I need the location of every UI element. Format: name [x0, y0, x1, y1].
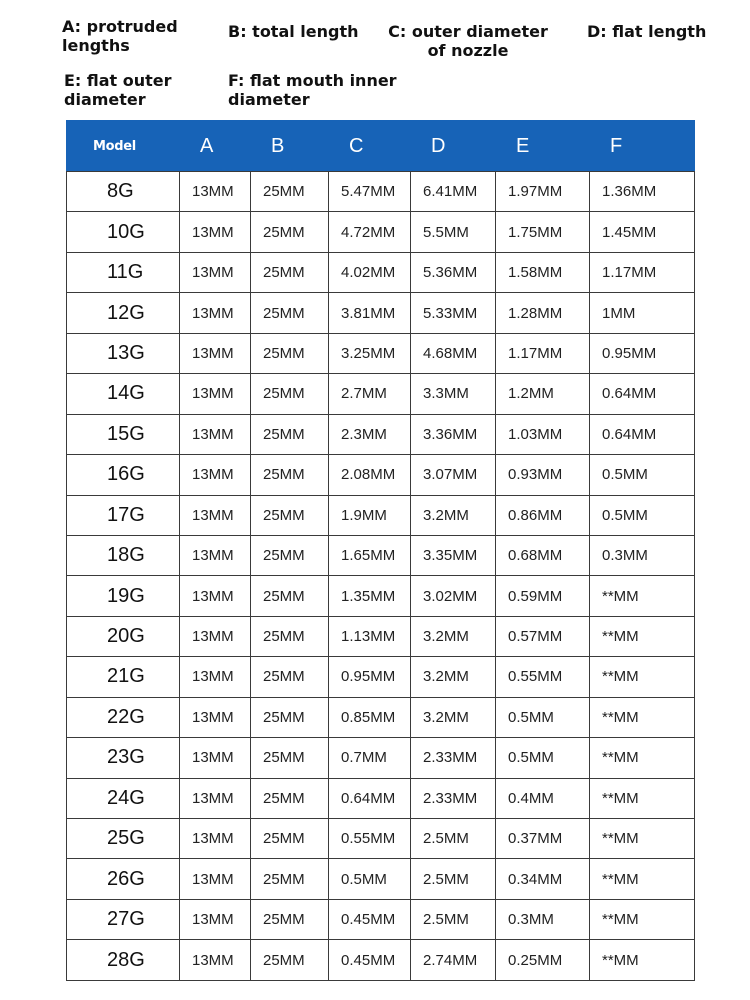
cell-b: 25MM — [251, 333, 329, 373]
cell-b: 25MM — [251, 455, 329, 495]
header-a: A — [180, 121, 251, 172]
cell-e: 0.57MM — [496, 616, 590, 656]
cell-c: 2.08MM — [329, 455, 411, 495]
cell-c: 1.13MM — [329, 616, 411, 656]
cell-f: **MM — [590, 697, 695, 737]
table-row — [67, 293, 695, 333]
cell-a: 13MM — [180, 535, 251, 575]
cell-a: 13MM — [180, 778, 251, 818]
cell-a: 13MM — [180, 455, 251, 495]
cell-d: 2.33MM — [411, 778, 496, 818]
cell-b: 25MM — [251, 535, 329, 575]
cell-d: 2.5MM — [411, 819, 496, 859]
cell-f: **MM — [590, 616, 695, 656]
cell-d: 3.07MM — [411, 455, 496, 495]
cell-c: 1.65MM — [329, 535, 411, 575]
cell-d: 3.35MM — [411, 535, 496, 575]
header-c: C — [329, 121, 411, 172]
table-row — [67, 252, 695, 292]
table-body — [67, 172, 695, 981]
legend-d: D: flat length — [587, 22, 707, 41]
cell-d: 5.36MM — [411, 252, 496, 292]
cell-model: 10G — [67, 212, 180, 252]
cell-f: 0.64MM — [590, 374, 695, 414]
cell-c: 1.9MM — [329, 495, 411, 535]
cell-model: 13G — [67, 333, 180, 373]
table-row — [67, 333, 695, 373]
table-row — [67, 495, 695, 535]
cell-d: 2.74MM — [411, 940, 496, 980]
cell-c: 4.72MM — [329, 212, 411, 252]
table-header-row — [67, 121, 695, 172]
needle-spec-table — [66, 120, 695, 981]
cell-c: 0.55MM — [329, 819, 411, 859]
cell-e: 0.86MM — [496, 495, 590, 535]
cell-f: **MM — [590, 657, 695, 697]
cell-f: 0.95MM — [590, 333, 695, 373]
table-row — [67, 576, 695, 616]
cell-a: 13MM — [180, 616, 251, 656]
header-b: B — [251, 121, 329, 172]
cell-model: 23G — [67, 738, 180, 778]
cell-model: 21G — [67, 657, 180, 697]
cell-c: 0.5MM — [329, 859, 411, 899]
cell-e: 1.03MM — [496, 414, 590, 454]
cell-a: 13MM — [180, 172, 251, 212]
cell-f: 0.5MM — [590, 455, 695, 495]
cell-f: **MM — [590, 738, 695, 778]
cell-e: 0.55MM — [496, 657, 590, 697]
table-row — [67, 212, 695, 252]
cell-b: 25MM — [251, 576, 329, 616]
cell-a: 13MM — [180, 576, 251, 616]
cell-b: 25MM — [251, 252, 329, 292]
cell-b: 25MM — [251, 212, 329, 252]
cell-model: 26G — [67, 859, 180, 899]
cell-model: 28G — [67, 940, 180, 980]
cell-c: 5.47MM — [329, 172, 411, 212]
cell-f: 1MM — [590, 293, 695, 333]
cell-e: 0.93MM — [496, 455, 590, 495]
header-f: F — [590, 121, 695, 172]
cell-c: 0.45MM — [329, 899, 411, 939]
header-d: D — [411, 121, 496, 172]
cell-f: **MM — [590, 940, 695, 980]
cell-d: 3.3MM — [411, 374, 496, 414]
cell-model: 17G — [67, 495, 180, 535]
legend-a: A: protruded lengths — [62, 17, 178, 55]
cell-model: 25G — [67, 819, 180, 859]
cell-f: **MM — [590, 899, 695, 939]
cell-e: 0.59MM — [496, 576, 590, 616]
cell-d: 3.2MM — [411, 616, 496, 656]
table-row — [67, 172, 695, 212]
cell-model: 15G — [67, 414, 180, 454]
cell-a: 13MM — [180, 819, 251, 859]
cell-b: 25MM — [251, 293, 329, 333]
cell-e: 0.5MM — [496, 738, 590, 778]
cell-model: 16G — [67, 455, 180, 495]
cell-model: 20G — [67, 616, 180, 656]
cell-d: 3.2MM — [411, 697, 496, 737]
cell-c: 3.25MM — [329, 333, 411, 373]
table-row — [67, 940, 695, 980]
cell-d: 6.41MM — [411, 172, 496, 212]
cell-e: 0.5MM — [496, 697, 590, 737]
cell-b: 25MM — [251, 859, 329, 899]
cell-b: 25MM — [251, 414, 329, 454]
cell-a: 13MM — [180, 374, 251, 414]
legend-b: B: total length — [228, 22, 359, 41]
cell-e: 1.28MM — [496, 293, 590, 333]
cell-e: 0.34MM — [496, 859, 590, 899]
table-row — [67, 616, 695, 656]
table-row — [67, 738, 695, 778]
cell-c: 0.7MM — [329, 738, 411, 778]
legend-c: C: outer diameter of nozzle — [388, 22, 548, 60]
cell-d: 5.33MM — [411, 293, 496, 333]
cell-model: 12G — [67, 293, 180, 333]
cell-a: 13MM — [180, 333, 251, 373]
cell-c: 3.81MM — [329, 293, 411, 333]
cell-a: 13MM — [180, 859, 251, 899]
header-e: E — [496, 121, 590, 172]
cell-e: 1.58MM — [496, 252, 590, 292]
cell-model: 19G — [67, 576, 180, 616]
cell-e: 0.25MM — [496, 940, 590, 980]
cell-f: 0.3MM — [590, 535, 695, 575]
cell-e: 1.75MM — [496, 212, 590, 252]
cell-f: **MM — [590, 819, 695, 859]
table-row — [67, 778, 695, 818]
table-row — [67, 899, 695, 939]
cell-d: 3.36MM — [411, 414, 496, 454]
cell-e: 1.97MM — [496, 172, 590, 212]
cell-d: 2.5MM — [411, 899, 496, 939]
cell-model: 27G — [67, 899, 180, 939]
table-row — [67, 535, 695, 575]
cell-a: 13MM — [180, 414, 251, 454]
table-row — [67, 697, 695, 737]
cell-b: 25MM — [251, 374, 329, 414]
cell-b: 25MM — [251, 819, 329, 859]
cell-b: 25MM — [251, 616, 329, 656]
cell-f: 1.36MM — [590, 172, 695, 212]
legend-e: E: flat outer diameter — [64, 71, 172, 109]
cell-c: 2.3MM — [329, 414, 411, 454]
cell-b: 25MM — [251, 657, 329, 697]
cell-a: 13MM — [180, 495, 251, 535]
cell-a: 13MM — [180, 252, 251, 292]
cell-e: 0.68MM — [496, 535, 590, 575]
cell-d: 3.2MM — [411, 657, 496, 697]
cell-c: 0.85MM — [329, 697, 411, 737]
cell-d: 2.33MM — [411, 738, 496, 778]
cell-f: **MM — [590, 778, 695, 818]
cell-f: 0.64MM — [590, 414, 695, 454]
cell-a: 13MM — [180, 657, 251, 697]
cell-d: 3.2MM — [411, 495, 496, 535]
cell-b: 25MM — [251, 899, 329, 939]
legend-f: F: flat mouth inner diameter — [228, 71, 397, 109]
cell-b: 25MM — [251, 172, 329, 212]
cell-c: 0.45MM — [329, 940, 411, 980]
cell-c: 0.64MM — [329, 778, 411, 818]
table-row — [67, 819, 695, 859]
table-row — [67, 859, 695, 899]
cell-d: 5.5MM — [411, 212, 496, 252]
cell-a: 13MM — [180, 899, 251, 939]
table-row — [67, 414, 695, 454]
cell-a: 13MM — [180, 293, 251, 333]
cell-c: 1.35MM — [329, 576, 411, 616]
table-row — [67, 455, 695, 495]
cell-b: 25MM — [251, 495, 329, 535]
cell-e: 1.17MM — [496, 333, 590, 373]
cell-e: 1.2MM — [496, 374, 590, 414]
cell-e: 0.37MM — [496, 819, 590, 859]
cell-d: 4.68MM — [411, 333, 496, 373]
cell-model: 24G — [67, 778, 180, 818]
table-row — [67, 374, 695, 414]
cell-b: 25MM — [251, 738, 329, 778]
cell-a: 13MM — [180, 738, 251, 778]
cell-f: 1.45MM — [590, 212, 695, 252]
cell-model: 11G — [67, 252, 180, 292]
cell-f: **MM — [590, 859, 695, 899]
cell-e: 0.3MM — [496, 899, 590, 939]
cell-f: 0.5MM — [590, 495, 695, 535]
cell-d: 2.5MM — [411, 859, 496, 899]
table-row — [67, 657, 695, 697]
cell-d: 3.02MM — [411, 576, 496, 616]
cell-a: 13MM — [180, 212, 251, 252]
cell-model: 22G — [67, 697, 180, 737]
cell-c: 2.7MM — [329, 374, 411, 414]
header-model: Model — [67, 121, 180, 172]
cell-model: 8G — [67, 172, 180, 212]
cell-b: 25MM — [251, 697, 329, 737]
cell-f: 1.17MM — [590, 252, 695, 292]
cell-model: 18G — [67, 535, 180, 575]
cell-e: 0.4MM — [496, 778, 590, 818]
cell-c: 0.95MM — [329, 657, 411, 697]
cell-a: 13MM — [180, 697, 251, 737]
cell-c: 4.02MM — [329, 252, 411, 292]
cell-b: 25MM — [251, 940, 329, 980]
cell-a: 13MM — [180, 940, 251, 980]
cell-b: 25MM — [251, 778, 329, 818]
cell-f: **MM — [590, 576, 695, 616]
cell-model: 14G — [67, 374, 180, 414]
